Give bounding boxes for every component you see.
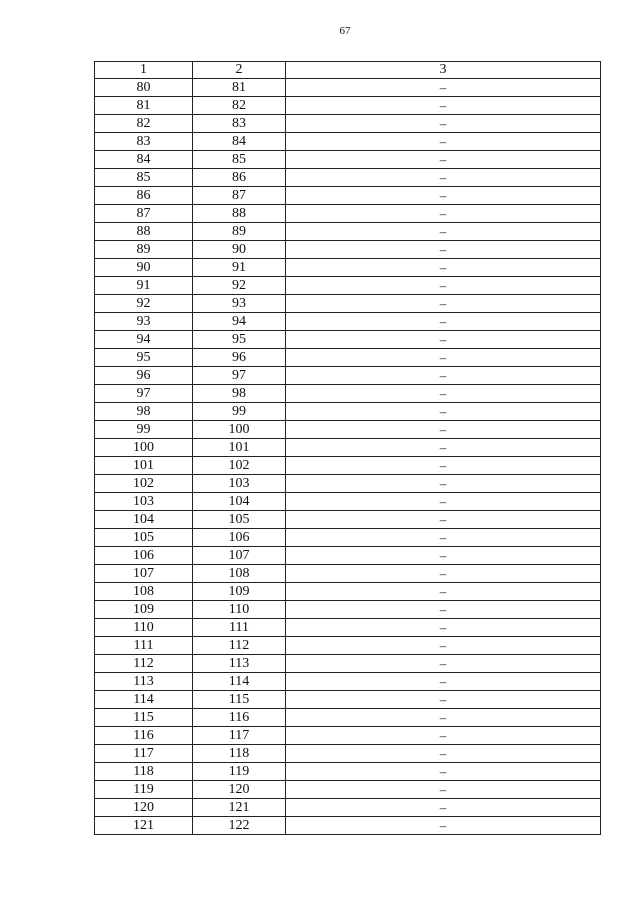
- table-cell-col-2: 112: [193, 637, 286, 655]
- table-cell-col-3: –: [286, 547, 601, 565]
- table-row: [95, 187, 601, 205]
- table-row: [95, 241, 601, 259]
- table-cell-col-2: 108: [193, 565, 286, 583]
- table-cell-col-1: 97: [95, 385, 193, 403]
- table-cell-col-2: 116: [193, 709, 286, 727]
- table-cell-col-2: 100: [193, 421, 286, 439]
- table-cell-col-3: –: [286, 673, 601, 691]
- table-cell-col-1: 95: [95, 349, 193, 367]
- table-row: [95, 799, 601, 817]
- table-row: [95, 169, 601, 187]
- table-cell-col-1: 89: [95, 241, 193, 259]
- table-cell-col-2: 107: [193, 547, 286, 565]
- table-cell-col-3: –: [286, 799, 601, 817]
- table-cell-col-3: –: [286, 511, 601, 529]
- table-cell-col-3: –: [286, 709, 601, 727]
- table-cell-col-1: 115: [95, 709, 193, 727]
- table-cell-col-1: 119: [95, 781, 193, 799]
- table-cell-col-1: 85: [95, 169, 193, 187]
- table-cell-col-2: 87: [193, 187, 286, 205]
- table-cell-col-1: 114: [95, 691, 193, 709]
- table-cell-col-1: 93: [95, 313, 193, 331]
- table-cell-col-2: 106: [193, 529, 286, 547]
- table-row: [95, 277, 601, 295]
- table-cell-col-1: 103: [95, 493, 193, 511]
- table-row: [95, 151, 601, 169]
- table-cell-col-3: –: [286, 259, 601, 277]
- table-cell-col-1: 104: [95, 511, 193, 529]
- table-cell-col-2: 103: [193, 475, 286, 493]
- table-row: [95, 205, 601, 223]
- table-cell-col-3: –: [286, 781, 601, 799]
- table-cell-col-3: –: [286, 241, 601, 259]
- table-cell-col-2: 85: [193, 151, 286, 169]
- table-header-row: [95, 62, 601, 79]
- table-cell-col-3: –: [286, 97, 601, 115]
- table-row: [95, 115, 601, 133]
- table-cell-col-1: 117: [95, 745, 193, 763]
- data-table: [94, 61, 601, 835]
- table-row: [95, 691, 601, 709]
- table-row: [95, 583, 601, 601]
- table-row: [95, 763, 601, 781]
- table-cell-col-3: –: [286, 115, 601, 133]
- table-cell-col-3: –: [286, 439, 601, 457]
- table-cell-col-1: 94: [95, 331, 193, 349]
- table-cell-col-1: 113: [95, 673, 193, 691]
- table-cell-col-3: –: [286, 223, 601, 241]
- table-row: [95, 709, 601, 727]
- table-row: [95, 421, 601, 439]
- table-row: [95, 511, 601, 529]
- table-cell-col-1: 92: [95, 295, 193, 313]
- table-cell-col-1: 120: [95, 799, 193, 817]
- table-cell-col-1: 105: [95, 529, 193, 547]
- table-cell-col-3: –: [286, 817, 601, 835]
- table-row: [95, 403, 601, 421]
- table-row: [95, 349, 601, 367]
- table-cell-col-1: 111: [95, 637, 193, 655]
- table-cell-col-2: 109: [193, 583, 286, 601]
- table-cell-col-1: 112: [95, 655, 193, 673]
- table-row: [95, 817, 601, 835]
- table-cell-col-2: 99: [193, 403, 286, 421]
- table-cell-col-1: 108: [95, 583, 193, 601]
- table-cell-col-1: 86: [95, 187, 193, 205]
- column-header-3: 3: [286, 62, 601, 79]
- table-cell-col-3: –: [286, 205, 601, 223]
- table-row: [95, 295, 601, 313]
- table-row: [95, 493, 601, 511]
- table-cell-col-1: 106: [95, 547, 193, 565]
- table-row: [95, 457, 601, 475]
- table-row: [95, 673, 601, 691]
- table-cell-col-1: 98: [95, 403, 193, 421]
- table-cell-col-1: 116: [95, 727, 193, 745]
- table-cell-col-1: 110: [95, 619, 193, 637]
- table-cell-col-3: –: [286, 619, 601, 637]
- table-cell-col-3: –: [286, 79, 601, 97]
- table-row: [95, 745, 601, 763]
- table-row: [95, 655, 601, 673]
- table-row: [95, 547, 601, 565]
- table-cell-col-2: 110: [193, 601, 286, 619]
- table-row: [95, 601, 601, 619]
- table-cell-col-1: 102: [95, 475, 193, 493]
- table-cell-col-3: –: [286, 601, 601, 619]
- table-cell-col-1: 101: [95, 457, 193, 475]
- table-cell-col-1: 82: [95, 115, 193, 133]
- table-cell-col-2: 114: [193, 673, 286, 691]
- table-cell-col-2: 111: [193, 619, 286, 637]
- table-cell-col-2: 92: [193, 277, 286, 295]
- table-cell-col-3: –: [286, 493, 601, 511]
- table-cell-col-2: 104: [193, 493, 286, 511]
- table-cell-col-3: –: [286, 385, 601, 403]
- table-cell-col-2: 121: [193, 799, 286, 817]
- table-cell-col-2: 98: [193, 385, 286, 403]
- table-row: [95, 97, 601, 115]
- table-cell-col-2: 91: [193, 259, 286, 277]
- table-cell-col-1: 109: [95, 601, 193, 619]
- table-cell-col-3: –: [286, 331, 601, 349]
- table-row: [95, 781, 601, 799]
- table-cell-col-2: 105: [193, 511, 286, 529]
- table-cell-col-1: 100: [95, 439, 193, 457]
- table-cell-col-3: –: [286, 313, 601, 331]
- table-cell-col-1: 99: [95, 421, 193, 439]
- column-header-2: 2: [193, 62, 286, 79]
- table-cell-col-3: –: [286, 745, 601, 763]
- table-cell-col-2: 117: [193, 727, 286, 745]
- table-cell-col-2: 101: [193, 439, 286, 457]
- table-row: [95, 133, 601, 151]
- table-row: [95, 385, 601, 403]
- table-cell-col-2: 94: [193, 313, 286, 331]
- table-cell-col-2: 119: [193, 763, 286, 781]
- table-cell-col-3: –: [286, 151, 601, 169]
- table-cell-col-2: 97: [193, 367, 286, 385]
- table-cell-col-2: 86: [193, 169, 286, 187]
- table-cell-col-3: –: [286, 349, 601, 367]
- table-cell-col-3: –: [286, 727, 601, 745]
- table-row: [95, 367, 601, 385]
- table-cell-col-2: 81: [193, 79, 286, 97]
- table-row: [95, 259, 601, 277]
- table-body: [95, 79, 601, 835]
- table-cell-col-2: 102: [193, 457, 286, 475]
- table-row: [95, 313, 601, 331]
- table-cell-col-3: –: [286, 655, 601, 673]
- table-cell-col-2: 90: [193, 241, 286, 259]
- table-cell-col-1: 118: [95, 763, 193, 781]
- table-cell-col-3: –: [286, 457, 601, 475]
- table-row: [95, 475, 601, 493]
- table-row: [95, 727, 601, 745]
- table-cell-col-2: 84: [193, 133, 286, 151]
- table-cell-col-2: 93: [193, 295, 286, 313]
- table-cell-col-3: –: [286, 277, 601, 295]
- table-cell-col-2: 115: [193, 691, 286, 709]
- table-cell-col-2: 88: [193, 205, 286, 223]
- table-cell-col-3: –: [286, 295, 601, 313]
- table-cell-col-2: 120: [193, 781, 286, 799]
- table-row: [95, 439, 601, 457]
- data-table-container: [94, 61, 600, 835]
- table-cell-col-1: 107: [95, 565, 193, 583]
- table-cell-col-1: 87: [95, 205, 193, 223]
- table-cell-col-2: 113: [193, 655, 286, 673]
- table-cell-col-3: –: [286, 187, 601, 205]
- table-cell-col-1: 88: [95, 223, 193, 241]
- table-row: [95, 565, 601, 583]
- table-cell-col-3: –: [286, 169, 601, 187]
- table-cell-col-3: –: [286, 529, 601, 547]
- table-cell-col-2: 83: [193, 115, 286, 133]
- table-cell-col-1: 91: [95, 277, 193, 295]
- table-cell-col-3: –: [286, 763, 601, 781]
- table-cell-col-3: –: [286, 403, 601, 421]
- table-cell-col-1: 80: [95, 79, 193, 97]
- table-cell-col-1: 83: [95, 133, 193, 151]
- table-cell-col-2: 96: [193, 349, 286, 367]
- table-cell-col-2: 82: [193, 97, 286, 115]
- table-cell-col-3: –: [286, 475, 601, 493]
- column-header-1: 1: [95, 62, 193, 79]
- table-cell-col-3: –: [286, 583, 601, 601]
- table-cell-col-3: –: [286, 565, 601, 583]
- table-cell-col-2: 118: [193, 745, 286, 763]
- table-cell-col-2: 95: [193, 331, 286, 349]
- table-row: [95, 637, 601, 655]
- table-cell-col-3: –: [286, 133, 601, 151]
- table-cell-col-1: 121: [95, 817, 193, 835]
- table-cell-col-1: 81: [95, 97, 193, 115]
- table-cell-col-2: 122: [193, 817, 286, 835]
- table-cell-col-1: 90: [95, 259, 193, 277]
- table-row: [95, 331, 601, 349]
- table-cell-col-1: 84: [95, 151, 193, 169]
- table-row: [95, 223, 601, 241]
- table-row: [95, 529, 601, 547]
- page-number: 67: [339, 25, 351, 37]
- table-row: [95, 79, 601, 97]
- table-row: [95, 619, 601, 637]
- table-cell-col-1: 96: [95, 367, 193, 385]
- table-cell-col-2: 89: [193, 223, 286, 241]
- table-cell-col-3: –: [286, 421, 601, 439]
- table-cell-col-3: –: [286, 637, 601, 655]
- table-cell-col-3: –: [286, 691, 601, 709]
- table-cell-col-3: –: [286, 367, 601, 385]
